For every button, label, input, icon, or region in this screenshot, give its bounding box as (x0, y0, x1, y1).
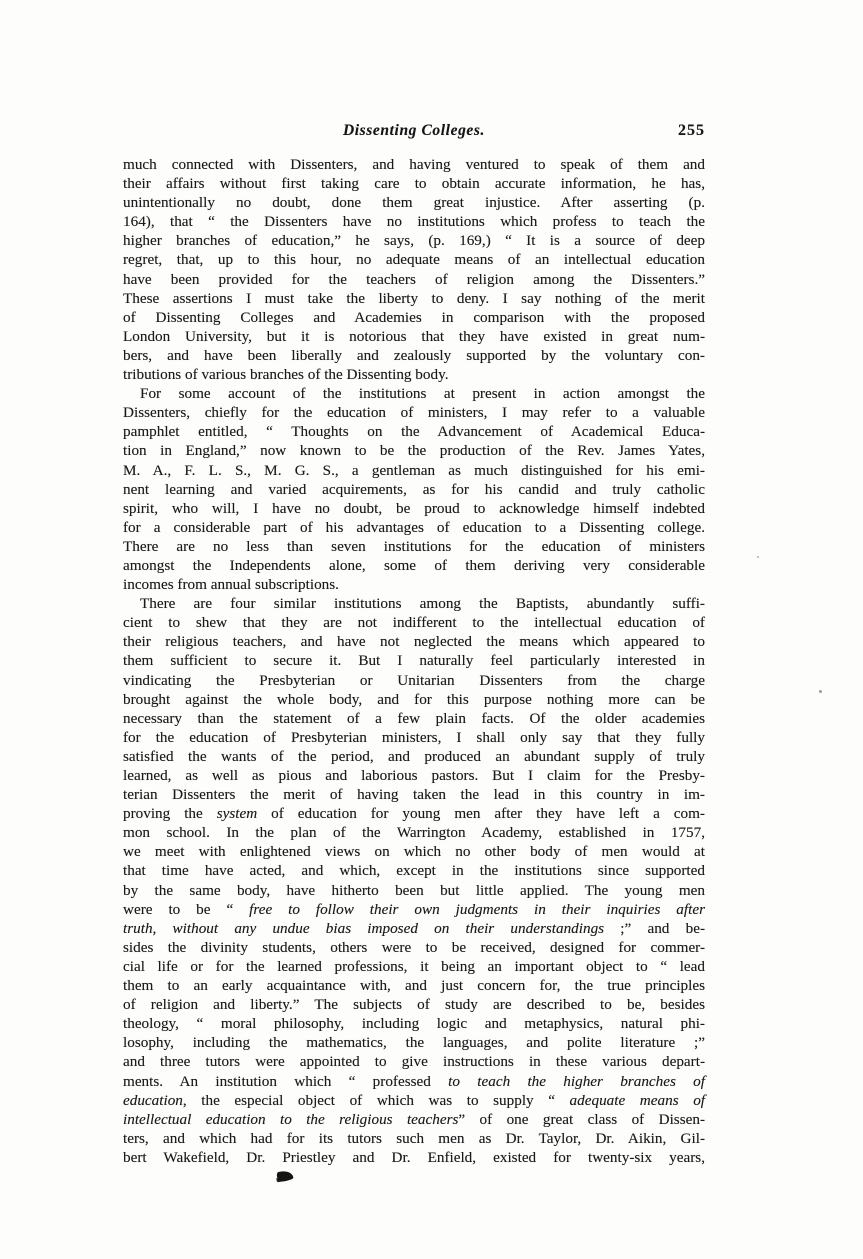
text-line (123, 193, 705, 212)
italic-run: intellectual education to the religious teachers (123, 1110, 459, 1128)
italic-run: adequate means of (569, 1091, 706, 1109)
text-run: There are four similar institutions among the Baptists, abundantly suffi- (140, 595, 705, 613)
text-run: brought against the whole body, and for this purpose nothing more can be (123, 690, 705, 708)
text-line (123, 308, 705, 327)
text-line (123, 804, 705, 823)
text-line (123, 842, 705, 861)
text-run: their religious teachers, and have not neglected the means which appeared to (123, 633, 705, 651)
text-line (123, 594, 705, 613)
text-line (123, 632, 705, 651)
text-run: them sufficient to secure it. But I naturally feel particularly interested in (123, 652, 705, 670)
text-line (123, 403, 705, 422)
text-line (123, 651, 705, 670)
text-run: terian Dissenters the merit of having taken the lead in this country in im- (123, 786, 705, 804)
text-line (123, 1033, 705, 1052)
text-line (123, 1110, 705, 1129)
text-run: by the same body, have hitherto been but little applied. The young men (123, 881, 705, 899)
text-run: that time have acted, and which, except in the institutions since supported (123, 862, 705, 880)
text-run: , the especial object of which was to supply “ (182, 1091, 570, 1109)
text-run: losophy, including the mathematics, the languages, and polite literature ;” (123, 1034, 705, 1052)
text-line (123, 212, 705, 231)
text-line (123, 250, 705, 269)
text-line (123, 441, 705, 460)
text-run: bert Wakefield, Dr. Priestley and Dr. Enfield, existed for twenty-six years, (123, 1148, 705, 1166)
text-run: were to be “ (123, 900, 250, 918)
text-run: regret, that, up to this hour, no adequate means of an intellectual education (123, 251, 705, 269)
text-line (123, 346, 705, 365)
text-run: pamphlet entitled, “ Thoughts on the Advancement of Academical Educa- (123, 423, 705, 441)
text-line (123, 690, 705, 709)
text-run: ” of one great class of Dissen- (458, 1110, 706, 1128)
text-line (123, 270, 705, 289)
text-run: ments. An institution which “ professed (123, 1072, 449, 1090)
text-run: of religion and liberty.” The subjects of study are described to be, besides (123, 996, 705, 1014)
text-run: London University, but it is notorious that they have existed in great num- (123, 327, 705, 345)
text-line (123, 728, 705, 747)
text-line (123, 518, 705, 537)
text-line (123, 327, 705, 346)
text-run: amongst the Independents alone, some of them deriving very considerable (123, 556, 705, 574)
text-line (123, 365, 705, 384)
text-run: and three tutors were appointed to give instructions in these various depart- (123, 1053, 705, 1071)
text-line (123, 881, 705, 900)
ink-blot-mark (276, 1170, 293, 1182)
text-run: proving the (123, 805, 217, 823)
text-block (123, 122, 705, 1167)
text-line (123, 480, 705, 499)
text-line (123, 861, 705, 880)
text-run: unintentionally no doubt, done them great injustice. After asserting (p. (123, 194, 705, 212)
text-run: tributions of various branches of the Dissenting body. (123, 366, 449, 384)
text-run: 164), that “ the Dissenters have no institutions which profess to teach the (123, 213, 705, 231)
text-run: theology, “ moral philosophy, including logic and metaphysics, natural phi- (123, 1015, 705, 1033)
text-line (123, 1014, 705, 1033)
text-line (123, 289, 705, 308)
text-run: nent learning and varied acquirements, as for his candid and truly catholic (123, 480, 705, 498)
text-run: of education for young men after they have left a com- (257, 805, 705, 823)
text-run: much connected with Dissenters, and having ventured to speak of them and (123, 156, 705, 173)
text-run: have been provided for the teachers of religion among the Dissenters.” (123, 270, 705, 288)
text-run: of Dissenting Colleges and Academies in comparison with the proposed (123, 308, 705, 326)
text-run: we meet with enlightened views on which no other body of men would at (123, 843, 705, 861)
italic-run: to teach the higher branches of (448, 1072, 705, 1090)
text-run: higher branches of education,” he says, (p. 169,) “ It is a source of deep (123, 232, 705, 250)
italic-run: truth, without any undue bias imposed on their understandings (123, 919, 605, 937)
text-run: cient to shew that they are not indifferent to the intellectual education of (123, 614, 705, 632)
text-run: Dissenters, chiefly for the education of ministers, I may refer to a valuable (123, 404, 705, 422)
text-line (123, 384, 705, 403)
text-line (123, 499, 705, 518)
text-run: for the education of Presbyterian ministers, I shall only say that they fully (123, 728, 705, 746)
text-run: bers, and have been liberally and zealously supported by the voluntary con- (123, 346, 705, 364)
paper-speck (819, 690, 822, 693)
running-title: Dissenting Colleges. (342, 122, 486, 139)
text-line (123, 613, 705, 632)
text-line (123, 1091, 705, 1110)
text-run: incomes from annual subscriptions. (123, 576, 339, 594)
text-line (123, 461, 705, 480)
text-line (123, 823, 705, 842)
text-run: These assertions I must take the liberty to deny. I say nothing of the merit (123, 289, 705, 307)
text-line (123, 174, 705, 193)
italic-run: free to follow their own judgments in their inquiries after (249, 900, 705, 918)
text-run: them to an early acquaintance with, and just concern for, the true principles (123, 977, 705, 995)
text-run: cial life or for the learned professions, it being an important object to “ lead (123, 957, 705, 975)
text-line (123, 1072, 705, 1091)
text-run: for a considerable part of his advantages of education to a Dissenting college. (123, 518, 705, 536)
text-run: their affairs without first taking care to obtain accurate information, he has, (123, 175, 705, 193)
text-run: learned, as well as pious and laborious pastors. But I claim for the Presby- (123, 767, 705, 784)
italic-run: system (216, 805, 258, 823)
text-line (123, 556, 705, 575)
text-line (123, 422, 705, 441)
text-line (123, 766, 705, 785)
text-line (123, 709, 705, 728)
text-line (123, 1052, 705, 1071)
text-run: M. A., F. L. S., M. G. S., a gentleman as much distinguished for his emi- (123, 461, 705, 479)
text-line (123, 900, 705, 919)
text-line (123, 1148, 705, 1167)
text-run: mon school. In the plan of the Warrington Academy, established in 1757, (123, 824, 705, 842)
text-run: sides the divinity students, others were to be received, designed for commer- (123, 938, 705, 956)
text-run: ;” and be- (604, 919, 706, 937)
text-line (123, 957, 705, 976)
text-line (123, 938, 705, 957)
text-run: There are no less than seven institutions for the education of ministers (123, 537, 705, 555)
text-run: necessary than the statement of a few plain facts. Of the older academies (123, 709, 705, 727)
italic-run: education (123, 1091, 183, 1109)
page-number: 255 (678, 122, 705, 139)
text-run: For some account of the institutions at present in action amongst the (140, 385, 705, 403)
text-line (123, 919, 705, 938)
text-run: vindicating the Presbyterian or Unitarian Dissenters from the charge (123, 671, 705, 689)
text-line (123, 155, 705, 174)
paper-speck (757, 556, 759, 558)
body-text (123, 155, 705, 1167)
text-line (123, 995, 705, 1014)
text-line (123, 671, 705, 690)
text-line (123, 785, 705, 804)
text-line (123, 575, 705, 594)
page-header (123, 122, 705, 144)
text-run: ters, and which had for its tutors such men as Dr. Taylor, Dr. Aikin, Gil- (123, 1129, 705, 1147)
text-run: spirit, who will, I have no doubt, be proud to acknowledge himself indebted (123, 499, 705, 517)
text-run: tion in England,” now known to be the production of the Rev. James Yates, (123, 442, 705, 460)
text-line (123, 231, 705, 250)
text-line (123, 976, 705, 995)
text-run: satisfied the wants of the period, and produced an abundant supply of truly (123, 747, 705, 765)
text-line (123, 1129, 705, 1148)
text-line (123, 537, 705, 556)
text-line (123, 747, 705, 766)
